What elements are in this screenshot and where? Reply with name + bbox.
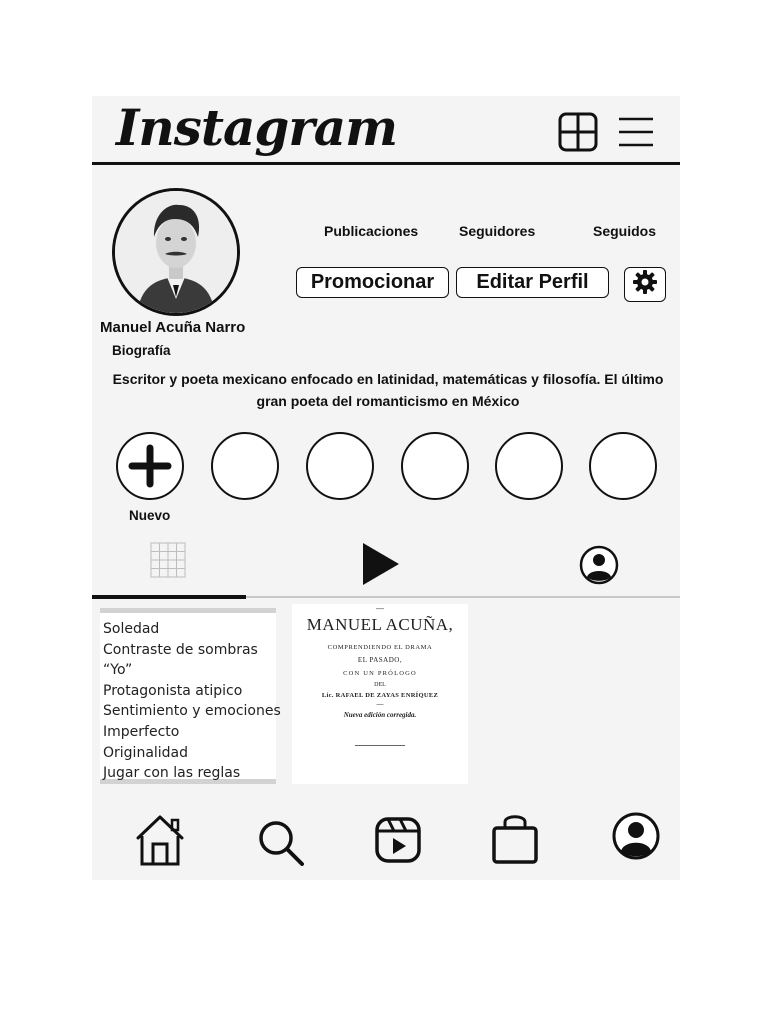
- book-line: Nueva edición corregida.: [343, 711, 417, 719]
- active-tab-indicator: [92, 595, 246, 599]
- book-dash: —: [376, 604, 384, 613]
- new-post-icon[interactable]: [558, 112, 598, 157]
- home-icon[interactable]: [134, 814, 186, 873]
- reels-icon[interactable]: [374, 816, 422, 869]
- profile-page: [92, 96, 680, 880]
- settings-button[interactable]: [624, 267, 666, 302]
- profile-icon[interactable]: [610, 810, 662, 867]
- profile-name: Manuel Acuña Narro: [100, 319, 246, 336]
- story-highlight[interactable]: [495, 432, 563, 500]
- stat-followers[interactable]: Seguidores: [459, 223, 536, 239]
- book-rule: [355, 745, 405, 746]
- list-item: Protagonista atipico: [103, 682, 243, 699]
- list-item: Jugar con las reglas: [103, 765, 241, 782]
- list-item: Originalidad: [103, 744, 189, 761]
- story-highlight[interactable]: [401, 432, 469, 500]
- tagged-icon[interactable]: [578, 544, 620, 591]
- book-line: COMPRENDIENDO EL DRAMA: [327, 644, 433, 651]
- gear-icon: [632, 269, 658, 300]
- book-dash: —: [376, 701, 384, 708]
- book-line: Lic. RAFAEL DE ZAYAS ENRÍQUEZ: [321, 692, 439, 699]
- profile-bio: Escritor y poeta mexicano enfocado en latinidad, matemáticas y filosofía. El último gran poeta del romanticismo en México: [112, 371, 664, 409]
- menu-icon[interactable]: [618, 116, 654, 153]
- new-highlight-label: Nuevo: [129, 508, 171, 523]
- instagram-logo: Instagram: [116, 98, 397, 157]
- profile-avatar[interactable]: [112, 188, 240, 316]
- book-line: CON UN PRÓLOGO: [343, 670, 417, 677]
- stat-posts[interactable]: Publicaciones: [324, 223, 419, 239]
- post-book-cover[interactable]: [292, 604, 468, 784]
- search-icon[interactable]: [256, 818, 306, 873]
- plus-icon: [118, 434, 182, 503]
- header-divider: [92, 162, 680, 165]
- shop-icon[interactable]: [490, 810, 540, 871]
- list-item: Sentimiento y emociones: [103, 703, 281, 720]
- new-highlight-button[interactable]: [116, 432, 184, 500]
- book-title: MANUEL ACUÑA,: [306, 615, 454, 634]
- reels-play-icon[interactable]: [361, 541, 401, 592]
- list-item: Imperfecto: [103, 723, 180, 740]
- list-item: Soledad: [103, 621, 160, 637]
- grid-icon[interactable]: [150, 542, 186, 583]
- story-highlight[interactable]: [306, 432, 374, 500]
- post-text-list[interactable]: [100, 608, 281, 784]
- book-line: DEL: [374, 682, 386, 688]
- book-line: EL PASADO,: [357, 656, 403, 664]
- stat-following[interactable]: Seguidos: [593, 223, 657, 239]
- list-item: “Yo”: [103, 662, 133, 679]
- bio-label: Biografía: [112, 343, 171, 358]
- edit-profile-button[interactable]: Editar Perfil: [456, 267, 609, 298]
- story-highlight[interactable]: [589, 432, 657, 500]
- promote-button[interactable]: Promocionar: [296, 267, 449, 298]
- list-item: Contraste de sombras: [103, 641, 258, 658]
- story-highlight[interactable]: [211, 432, 279, 500]
